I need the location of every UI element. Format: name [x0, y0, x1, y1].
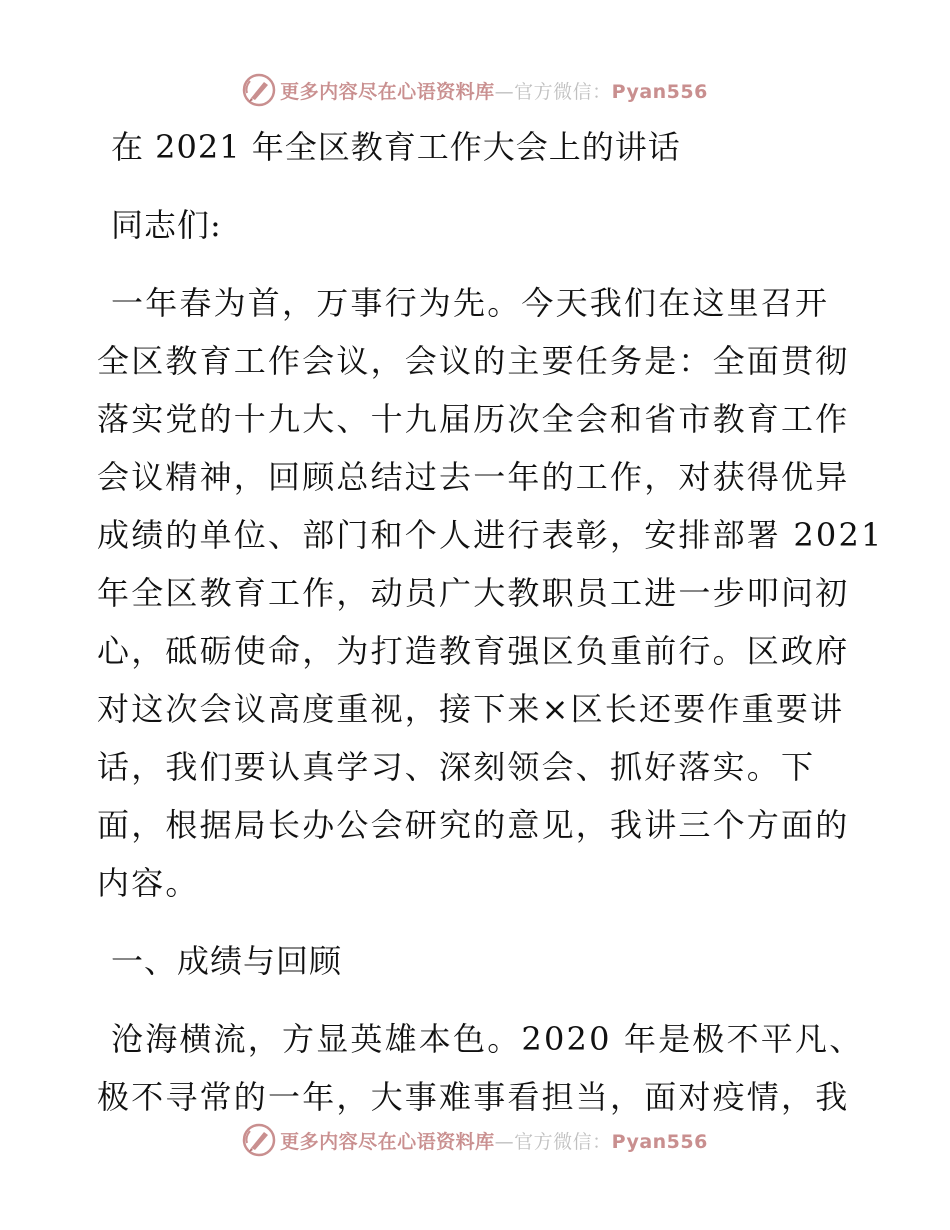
paragraph-line: 极不寻常的一年，大事难事看担当，面对疫情，我 [97, 1078, 850, 1116]
paragraph-line: 落实党的十九大、十九届历次全会和省市教育工作 [97, 400, 850, 438]
paragraph-line: 沧海横流，方显英雄本色。2020 年是极不平凡、 [111, 1020, 864, 1058]
document-title: 在 2021 年全区教育工作大会上的讲话 [111, 128, 681, 166]
paragraph-line: 一年春为首，万事行为先。今天我们在这里召开 [111, 284, 830, 322]
intro-paragraph [97, 274, 884, 912]
watermark-brand: 更多内容尽在心语资料库 [280, 80, 495, 103]
header-watermark [0, 70, 950, 110]
watermark-text [280, 1127, 708, 1154]
paragraph-line: 心，砥砺使命，为打造教育强区负重前行。区政府 [97, 632, 850, 670]
paragraph-line: 成绩的单位、部门和个人进行表彰，安排部署 2021 [97, 516, 884, 554]
paragraph-line: 对这次会议高度重视，接下来×区长还要作重要讲 [97, 690, 845, 728]
quill-logo-icon [242, 1123, 276, 1157]
paragraph-line: 内容。 [97, 864, 200, 902]
section-heading: 一、成绩与回顾 [111, 942, 343, 980]
paragraph-line: 会议精神，回顾总结过去一年的工作，对获得优异 [97, 458, 850, 496]
quill-logo-icon [242, 73, 276, 107]
watermark-wechat-id: Pyan556 [611, 80, 708, 103]
watermark-wechat-id: Pyan556 [611, 1130, 708, 1153]
watermark-dash: —官方微信： [494, 80, 612, 103]
paragraph-line: 年全区教育工作，动员广大教职员工进一步叩问初 [97, 574, 850, 612]
salutation: 同志们: [111, 206, 222, 244]
watermark-brand: 更多内容尽在心语资料库 [280, 1130, 495, 1153]
paragraph-line: 话，我们要认真学习、深刻领会、抓好落实。下 [97, 748, 816, 786]
watermark-text [280, 77, 708, 104]
paragraph-line: 全区教育工作会议，会议的主要任务是：全面贯彻 [97, 342, 850, 380]
footer-watermark [0, 1120, 950, 1160]
paragraph-line: 面，根据局长办公会研究的意见，我讲三个方面的 [97, 806, 850, 844]
section-paragraph [97, 1010, 864, 1126]
document-body [97, 118, 884, 1126]
watermark-dash: —官方微信： [494, 1130, 612, 1153]
